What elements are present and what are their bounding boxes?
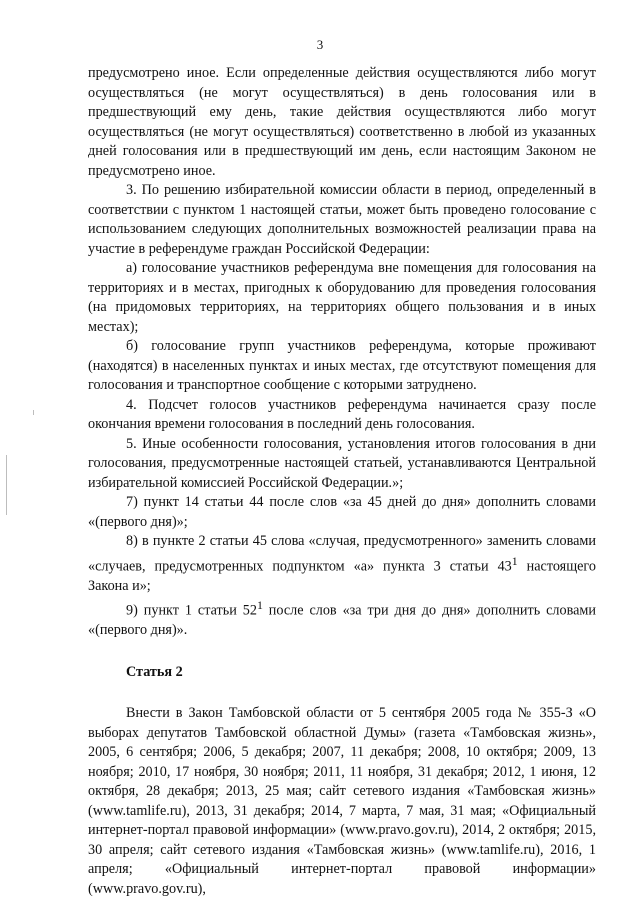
- article-heading: Статья 2: [126, 663, 183, 680]
- superscript: 1: [511, 553, 518, 568]
- page-number: 3: [316, 37, 324, 52]
- paragraph: предусмотрено иное. Если определенные действия осуществляются либо могут осуществляться (не могут осуществляться) в день голосования или в предшествующий ему день, такие действия осуществляются либо могут осуществляться (не могут осуществляться) соответственно в любой из указанных дней голосования или в предшествующий им день, если настоящим Законом не предусмотрено иное.: [88, 65, 596, 179]
- scan-margin-mark: [33, 410, 34, 415]
- spacer: [88, 682, 596, 704]
- paragraph-text: 8) в пункте 2 статьи 45 слова «случая, предусмотренного» заменить словами «случаев, предусмотренных подпунктом «а» пункта 3 статьи 43: [88, 533, 596, 575]
- document-body: [88, 64, 596, 899]
- paragraph-amendment-9: [88, 596, 596, 641]
- paragraph-item-5: 5. Иные особенности голосования, установления итогов голосования в дни голосования, предусмотренные настоящей статьей, устанавливаются Центральной избирательной комиссией Российской Федерации.»;: [88, 435, 596, 491]
- paragraph-subitem-b: б) голосование групп участников референдума, которые проживают (находятся) в населенных пунктах и иных местах, где отсутствуют помещения для голосования и транспортное сообщение с которыми затруднено.: [88, 338, 596, 393]
- scan-margin-mark: [6, 455, 7, 515]
- paragraph-text: настоящего Закона и»;: [88, 558, 596, 594]
- paragraph-item-4: 4. Подсчет голосов участников референдума начинается сразу после окончания времени голосования в последний день голосования.: [88, 396, 596, 432]
- paragraph-amendment-8: [88, 532, 596, 596]
- paragraph-subitem-a: а) голосование участников референдума вне помещения для голосования на территориях и в местах, пригодных к оборудованию для проведения голосования (на придомовых территориях, на территориях общего пользования и в иных местах);: [88, 260, 596, 335]
- paragraph-item-3: 3. По решению избирательной комиссии области в период, определенный в соответствии с пунктом 1 настоящей статьи, может быть проведено голосование с использованием следующих дополнительных возможностей реализации права на участие в референдуме граждан Российской Федерации:: [88, 182, 596, 257]
- paragraph-text: после слов «за три дня до дня» дополнить словами «(первого дня)».: [88, 602, 596, 639]
- paragraph-amendment-7: 7) пункт 14 статьи 44 после слов «за 45 дней до дня» дополнить словами «(первого дня)»;: [88, 494, 596, 530]
- paragraph-article-2: Внести в Закон Тамбовской области от 5 сентября 2005 года № 355-З «О выборах депутатов Тамбовской областной Думы» (газета «Тамбовская жизнь», 2005, 6 сентября; 2006, 5 декабря; 2007, 11 декабря; 2008, 10 октября; 2009, 13 ноября; 2010, 17 ноября, 30 ноября; 2011, 11 ноября, 31 декабря; 2012, 1 июня, 12 октября, 28 декабря; 2013, 25 мая; сайт сетевого издания «Тамбовская жизнь» (www.tamlife.ru), 2013, 31 декабря; 2014, 7 марта, 7 мая, 31 мая; «Официальный интернет-портал правовой информации» (www.pravo.gov.ru), 2014, 2 октября; 2015, 30 апреля; сайт сетевого издания «Тамбовская жизнь» (www.tamlife.ru), 2016, 1 апреля; «Официальный интернет-портал правовой информации» (www.pravo.gov.ru),: [88, 705, 596, 897]
- superscript: 1: [256, 598, 263, 613]
- paragraph-text: 9) пункт 1 статьи 52: [126, 602, 257, 619]
- spacer: [88, 641, 596, 663]
